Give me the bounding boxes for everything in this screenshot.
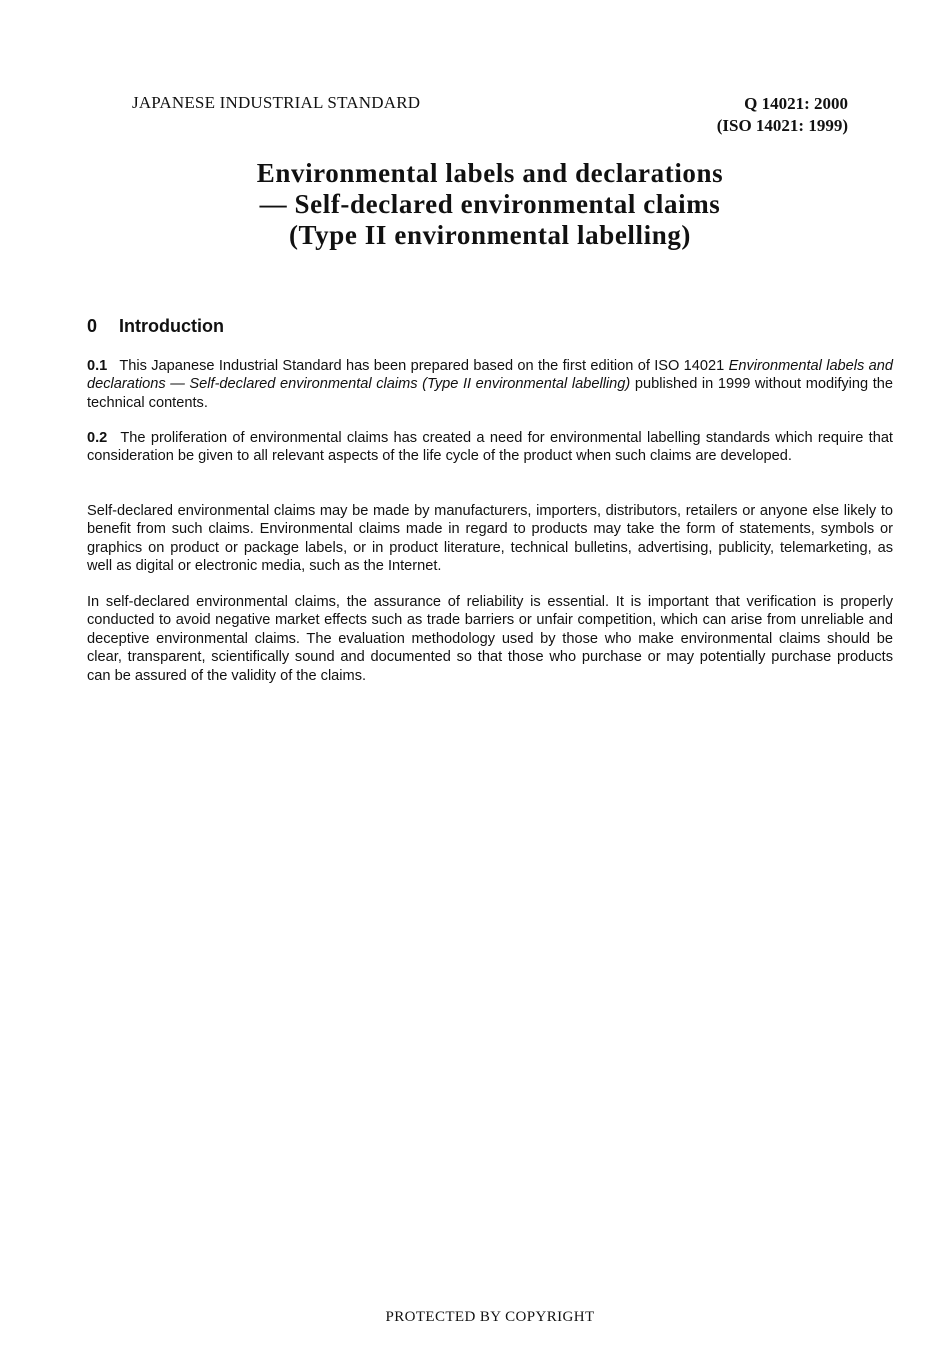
paragraph-0-2 [87,429,893,466]
jis-standard-number: Q 14021: 2000 [744,94,848,113]
clause-number: 0.2 [87,430,108,446]
paragraph-text: In self-declared environmental claims, the assurance of reliability is essential. It is important that verification is properly conducted to avoid negative market effects such as trade barriers or unfair competition, which can arise from unreliable and deceptive environmental claims. The evaluation methodology used by those who make environmental claims should be clear, transparent, scientifically sound and documented so that those who purchase or may potentially purchase products can be assured of the validity of the claims. [87,594,893,684]
standard-series-label: JAPANESE INDUSTRIAL STANDARD [132,93,421,112]
section-title: Introduction [119,316,224,336]
paragraph-text: Self-declared environmental claims may be made by manufacturers, importers, distributors, retailers or anyone else likely to benefit from such claims. Environmental claims made in regard to products may take the form of statements, symbols or graphics on product or package labels, or in product literature, technical bulletins, advertising, publicity, telemarketing, as well as digital or electronic media, such as the Internet. [87,503,893,575]
iso-standard-number: (ISO 14021: 1999) [716,116,848,135]
title-line-3: (Type II environmental labelling) [288,220,692,250]
paragraph-self-declared-claims [87,502,893,576]
standard-number-block [717,93,848,137]
paragraph-text: published in 1999 without modifying the technical contents. [87,376,894,411]
section-number: 0 [87,316,98,336]
paragraph-text: The proliferation of environmental claims has created a need for environmental labelling standards which require that consideration be given to all relevant aspects of the life cycle of the product when such claims are developed. [87,430,893,465]
section-heading [87,316,224,337]
title-line-1: Environmental labels and declarations [256,158,724,188]
paragraph-text: This Japanese Industrial Standard has been prepared based on the first edition of ISO 14021 [119,358,725,374]
document-title [0,158,950,251]
copyright-footer: PROTECTED BY COPYRIGHT [385,1309,595,1325]
title-line-2: — Self-declared environmental claims [259,189,721,219]
paragraph-reliability [87,593,893,685]
standard-title-italic: Environmental labels and declarations — Self-declared environmental claims (Type II environmental labelling) [87,358,893,393]
paragraph-0-1 [87,357,893,412]
clause-number: 0.1 [87,358,108,374]
